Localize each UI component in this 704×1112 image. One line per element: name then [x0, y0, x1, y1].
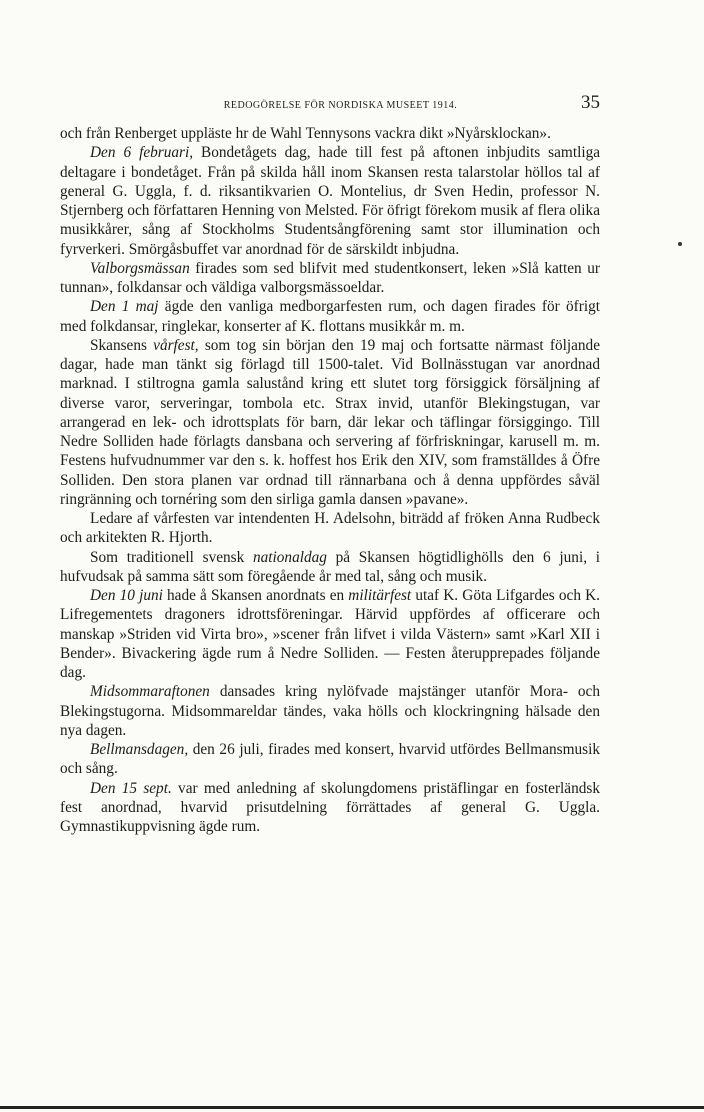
paragraph: Den 10 juni hade å Skansen anordnats en militärfest utaf K. Göta Lifgardes och K. Lifregementets dragoners idrottsföreningar. Härvid uppfördes af officerare och manskap »Striden vid Virta bro», »scener från lifvet i vilda Västern» samt »Karl XII i Bender». Bivackering ägde rum å Nedre Solliden. — Festen återupprepades följande dag. — [60, 587, 600, 681]
margin-dot — [678, 242, 682, 246]
page-number: 35 — [581, 92, 600, 113]
paragraph: Bellmansdagen, den 26 juli, firades med konsert, hvarvid utfördes Bellmansmusik och sång. — [60, 741, 600, 778]
paragraph: Den 1 maj ägde den vanliga medborgarfesten rum, och dagen firades för öfrigt med folkdansar, ringlekar, konserter af K. flottans musikkår m. m. — [60, 298, 600, 335]
paragraph: Skansens vårfest, som tog sin början den 19 maj och fortsatte närmast följande dagar, hade man tänkt sig förlagd till 1500-talet. Vid Bollnässtugan var anordnad marknad. I stiltrogna gamla salustånd kring ett slutet torg försiggick försäljning af diverse varor, serveringar, tombola etc. Strax invid, utanför Blekingstugan, var arrangerad en lek- och idrottsplats för barn, där lekar och täflingar försiggingo. Till Nedre Solliden hade förlagts dansbana och servering af förfriskningar, karusell m. m. Festens hufvudnummer var den s. k. hoffest hos Erik den XIV, som framställdes å Öfre Solliden. Den stora planen var ordnad till rännarbana och å denna uppfördes såväl ringränning och tornéring som den sirliga gamla dansen »pavane». — [60, 336, 600, 508]
paragraph: och från Renberget uppläste hr de Wahl Tennysons vackra dikt »Nyårsklockan». — [60, 125, 551, 142]
page-header — [60, 92, 600, 114]
paragraph: Midsommaraftonen dansades kring nylöfvade majstänger utanför Mora- och Blekingstugorna. Midsommareldar tändes, vaka hölls och klockringning hälsade den nya dagen. — [60, 683, 600, 739]
paragraph: Valborgsmässan firades som sed blifvit med studentkonsert, leken »Slå katten ur tunnan», folkdansar och väldiga valborgsmässoeldar. — [60, 259, 600, 296]
body-text — [60, 124, 600, 836]
paragraph: Den 15 sept. var med anledning af skolungdomens pristäflingar en fosterländsk fest anordnad, hvarvid prisutdelning förrättades af general G. Uggla. Gymnastikuppvisning ägde rum. — [60, 779, 600, 835]
paragraph: Som traditionell svensk nationaldag på Skansen högtidlighölls den 6 juni, i hufvudsak på samma sätt som föregående år med tal, sång och musik. — [60, 548, 600, 585]
page-bottom-edge — [0, 1106, 704, 1109]
paragraph: Ledare af vårfesten var intendenten H. Adelsohn, biträdd af fröken Anna Rudbeck och arkitekten R. Hjorth. — [60, 510, 600, 547]
paragraph: Den 6 februari, Bondetågets dag, hade till fest på aftonen inbjudits samtliga deltagare i bondetåget. Från på skilda håll inom Skansen resta talarstolar höllos tal af general G. Uggla, f. d. riksantikvarien O. Montelius, dr Sven Hedin, professor N. Stjernberg och författaren Henning von Melsted. För öfrigt förekom musik af flera olika musikkårer, sång af Stockholms Studentsångförening samt stor illumination och fyrverkeri. Smörgåsbuffet var anordnad för de särskildt inbjudna. — [60, 144, 601, 258]
running-head: REDOGÖRELSE FÖR NORDISKA MUSEET 1914. — [223, 100, 458, 111]
